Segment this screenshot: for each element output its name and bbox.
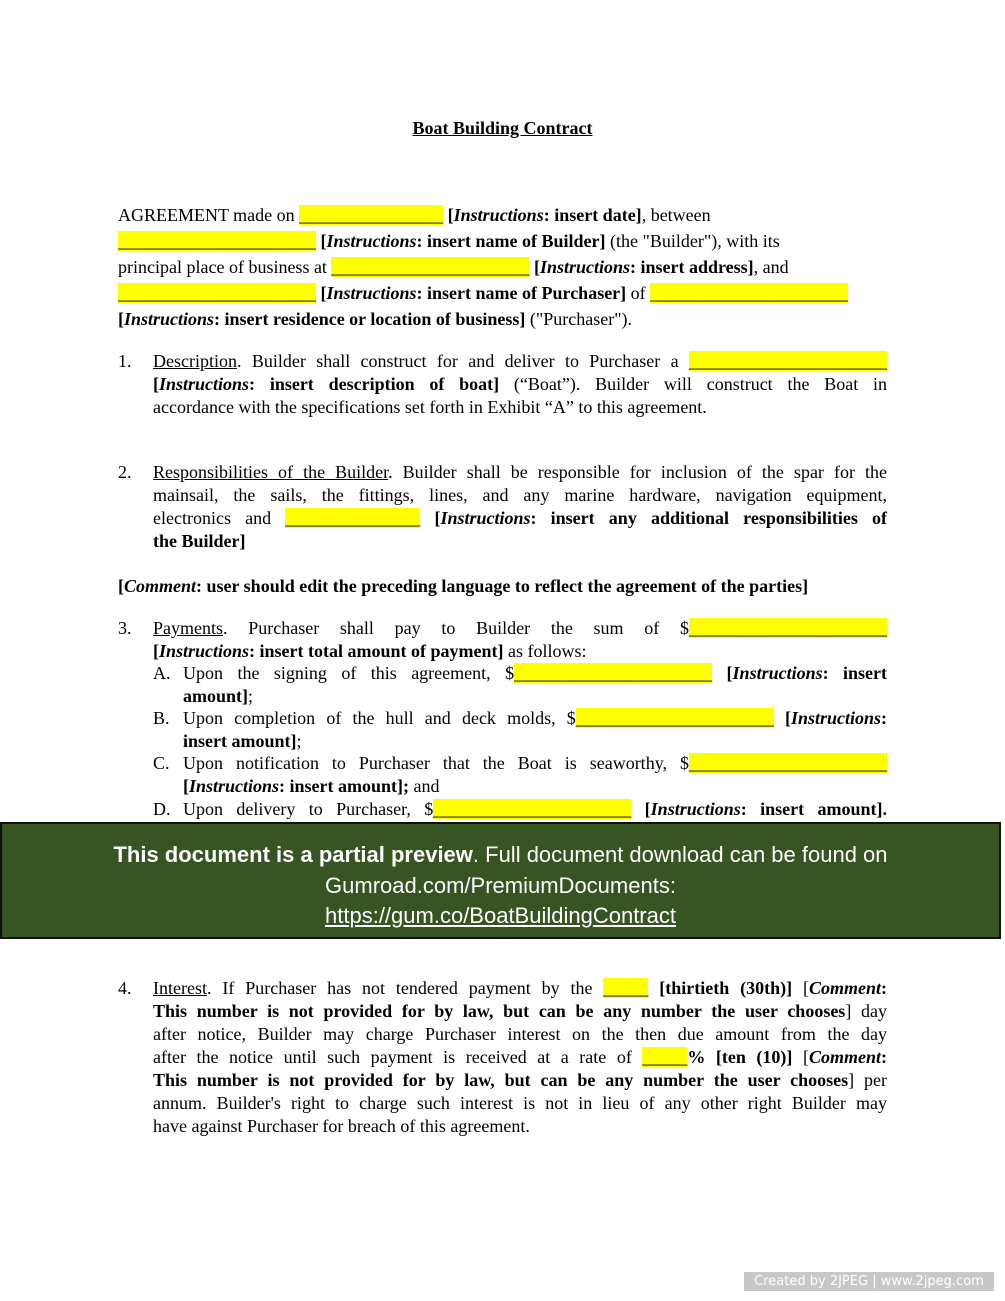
bold-italic-label: Instructions bbox=[159, 374, 250, 394]
bold-italic-label: Instructions bbox=[650, 799, 741, 819]
bold-text: : bbox=[881, 978, 888, 998]
text-line bbox=[118, 306, 848, 332]
item-number: 2. bbox=[118, 462, 132, 482]
item-number: 1. bbox=[118, 351, 132, 371]
text-line bbox=[153, 1092, 887, 1115]
text-line bbox=[153, 350, 887, 373]
bold-text: : insert total amount of payment] bbox=[249, 641, 504, 661]
text-segment bbox=[648, 978, 659, 998]
bold-italic-label: Instructions bbox=[732, 663, 823, 683]
bold-text: This number is not provided for by law, but can be any number the user chooses bbox=[153, 1001, 846, 1021]
text-line bbox=[183, 752, 887, 775]
banner-text: Gumroad.com/PremiumDocuments: bbox=[325, 872, 676, 898]
text-line bbox=[153, 640, 887, 663]
bold-italic-label: Instructions bbox=[539, 257, 630, 277]
bold-italic-label: Comment bbox=[124, 576, 197, 596]
bold-text: [ bbox=[183, 776, 189, 796]
text-segment: [ bbox=[792, 978, 809, 998]
responsibilities-clause bbox=[153, 461, 887, 553]
text-line bbox=[183, 707, 887, 730]
text-line bbox=[183, 685, 887, 708]
description-clause bbox=[153, 350, 887, 419]
text-line bbox=[118, 202, 848, 228]
bold-text: : insert amount]. bbox=[740, 799, 887, 819]
bold-text: [ bbox=[784, 708, 791, 728]
bold-italic-label: Instructions bbox=[453, 205, 544, 225]
bold-text: [ bbox=[320, 283, 327, 303]
text-line bbox=[153, 1023, 887, 1046]
bold-italic-label: Instructions bbox=[790, 708, 881, 728]
sub-item-letter: A. bbox=[153, 663, 171, 683]
bold-text: : insert bbox=[822, 663, 888, 683]
fill-in-blank[interactable]: ______________________ bbox=[118, 283, 316, 303]
bold-italic-label: Instructions bbox=[124, 309, 215, 329]
text-line bbox=[153, 1115, 887, 1138]
bold-text: : bbox=[880, 1047, 887, 1067]
fill-in-blank[interactable]: _______________ bbox=[285, 508, 421, 528]
text-segment: annum. Builder's right to charge such interest is not in lieu of any other right Builder may bbox=[153, 1093, 887, 1113]
bold-text: [ bbox=[118, 309, 124, 329]
fill-in-blank[interactable]: ______________________ bbox=[433, 799, 632, 819]
bold-text: [ bbox=[434, 508, 441, 528]
text-segment: principal place of business at bbox=[118, 257, 332, 277]
sub-item-letter: B. bbox=[153, 708, 170, 728]
text-segment: [ bbox=[792, 1047, 809, 1067]
text-segment: . If Purchaser has not tendered payment by the bbox=[206, 978, 604, 998]
text-segment: of bbox=[626, 283, 651, 303]
text-line bbox=[118, 228, 848, 254]
watermark: Created by 2JPEG | www.2jpeg.com bbox=[744, 1272, 994, 1291]
bold-italic-label: Instructions bbox=[159, 641, 250, 661]
text-line bbox=[153, 1000, 887, 1023]
fill-in-blank[interactable]: ______________________ bbox=[689, 618, 887, 638]
bold-text: insert amount] bbox=[183, 731, 297, 751]
fill-in-blank[interactable]: ______________________ bbox=[514, 663, 713, 683]
text-segment: ("Purchaser"). bbox=[525, 309, 633, 329]
text-segment: Upon delivery to Purchaser, $ bbox=[183, 799, 434, 819]
text-segment: as follows: bbox=[503, 641, 587, 661]
text-segment: (“Boat”). Builder will construct the Boat in bbox=[499, 374, 887, 394]
agreement-intro-paragraph bbox=[118, 202, 848, 332]
document-title: Boat Building Contract bbox=[412, 118, 593, 138]
text-line bbox=[153, 1069, 887, 1092]
text-segment bbox=[712, 663, 726, 683]
bold-text: : insert description of boat] bbox=[249, 374, 500, 394]
fill-in-blank[interactable]: ______________________ bbox=[118, 231, 316, 251]
comment-note bbox=[118, 575, 808, 598]
clause-heading: Interest bbox=[153, 978, 207, 998]
bold-italic-label: Instructions bbox=[189, 776, 280, 796]
text-segment: , between bbox=[641, 205, 711, 225]
fill-in-blank[interactable]: ______________________ bbox=[331, 257, 530, 277]
text-segment: . Purchaser shall pay to Builder the sum of $ bbox=[223, 618, 689, 638]
text-line bbox=[118, 280, 848, 306]
text-segment: Upon completion of the hull and deck molds, $ bbox=[183, 708, 576, 728]
bold-text: [thirtieth (30th)] bbox=[659, 978, 793, 998]
text-segment: have against Purchaser for breach of this agreement. bbox=[153, 1116, 530, 1136]
banner-text: . Full document download can be found on bbox=[472, 842, 888, 867]
download-link[interactable]: https://gum.co/BoatBuildingContract bbox=[325, 903, 676, 928]
text-line bbox=[153, 530, 887, 553]
text-segment: . Builder shall be responsible for inclusion of the spar for the bbox=[388, 462, 887, 482]
fill-in-blank[interactable]: _____ bbox=[603, 978, 649, 998]
bold-text: [ bbox=[118, 576, 124, 596]
text-segment: electronics and bbox=[153, 508, 286, 528]
bold-italic-label: Instructions bbox=[326, 283, 417, 303]
clause-heading: Responsibilities of the Builder bbox=[153, 462, 389, 482]
text-segment: accordance with the specifications set forth in Exhibit “A” to this agreement. bbox=[153, 397, 707, 417]
text-line bbox=[153, 1046, 887, 1069]
bold-text: % [ten (10)] bbox=[687, 1047, 793, 1067]
text-line bbox=[153, 461, 887, 484]
fill-in-blank[interactable]: _____ bbox=[642, 1047, 688, 1067]
text-line bbox=[153, 977, 887, 1000]
bold-italic-label: Comment bbox=[809, 978, 882, 998]
text-line bbox=[183, 775, 887, 798]
text-line bbox=[183, 798, 887, 821]
text-line bbox=[153, 484, 887, 507]
fill-in-blank[interactable]: ______________________ bbox=[689, 753, 887, 773]
bold-text: : insert any additional responsibilities of bbox=[530, 508, 888, 528]
text-segment: ; bbox=[296, 731, 302, 751]
interest-clause bbox=[153, 977, 887, 1138]
text-line bbox=[118, 254, 848, 280]
fill-in-blank[interactable]: ______________________ bbox=[689, 351, 887, 371]
item-number: 4. bbox=[118, 978, 132, 998]
bold-text: : insert address] bbox=[629, 257, 754, 277]
text-segment: (the "Builder"), with its bbox=[605, 231, 780, 251]
bold-text: : insert name of Builder] bbox=[416, 231, 606, 251]
payment-installment-d bbox=[183, 798, 887, 821]
bold-text: : insert amount]; bbox=[279, 776, 410, 796]
payments-clause bbox=[153, 617, 887, 663]
bold-text: [ bbox=[153, 641, 159, 661]
bold-italic-label: Instructions bbox=[326, 231, 417, 251]
bold-text: : insert date] bbox=[543, 205, 642, 225]
bold-text: [ bbox=[726, 663, 733, 683]
text-segment: . Builder shall construct for and deliver to Purchaser a bbox=[236, 351, 689, 371]
text-segment: ] per bbox=[848, 1070, 887, 1090]
text-line bbox=[183, 730, 887, 753]
banner-bold-text: This document is a partial preview bbox=[113, 842, 473, 867]
text-segment: ; bbox=[248, 686, 254, 706]
bold-text: the Builder] bbox=[153, 531, 246, 551]
text-line bbox=[153, 396, 887, 419]
text-segment bbox=[774, 708, 785, 728]
preview-banner bbox=[0, 822, 1001, 939]
payment-installment-b bbox=[183, 707, 887, 753]
payment-installment-a bbox=[183, 662, 887, 708]
sub-item-letter: C. bbox=[153, 753, 170, 773]
text-segment: ] day bbox=[845, 1001, 888, 1021]
text-line bbox=[118, 575, 808, 598]
text-segment: AGREEMENT made on bbox=[118, 205, 300, 225]
fill-in-blank[interactable]: ________________ bbox=[299, 205, 444, 225]
bold-text: This number is not provided for by law, but can be any number the user chooses bbox=[153, 1070, 849, 1090]
text-line bbox=[153, 507, 887, 530]
item-number: 3. bbox=[118, 618, 132, 638]
bold-text: [ bbox=[644, 799, 651, 819]
text-segment: Upon notification to Purchaser that the Boat is seaworthy, $ bbox=[183, 753, 689, 773]
bold-text: : bbox=[881, 708, 887, 728]
payment-installment-c bbox=[183, 752, 887, 798]
text-segment: after the notice until such payment is received at a rate of bbox=[153, 1047, 643, 1067]
bold-text: : insert residence or location of business] bbox=[214, 309, 526, 329]
clause-heading: Payments bbox=[153, 618, 223, 638]
text-segment bbox=[420, 508, 434, 528]
bold-text: [ bbox=[320, 231, 327, 251]
bold-text: : user should edit the preceding language to reflect the agreement of the parties] bbox=[196, 576, 809, 596]
text-segment: after notice, Builder may charge Purchaser interest on the then due amount from the day bbox=[153, 1024, 887, 1044]
bold-italic-label: Instructions bbox=[440, 508, 531, 528]
bold-text: amount] bbox=[183, 686, 249, 706]
bold-text: [ bbox=[153, 374, 159, 394]
bold-text: : insert name of Purchaser] bbox=[416, 283, 627, 303]
text-line bbox=[153, 617, 887, 640]
sub-item-letter: D. bbox=[153, 799, 171, 819]
text-segment: and bbox=[409, 776, 440, 796]
text-line bbox=[183, 662, 887, 685]
bold-italic-label: Comment bbox=[808, 1047, 881, 1067]
clause-heading: Description bbox=[153, 351, 237, 371]
text-line bbox=[153, 373, 887, 396]
fill-in-blank[interactable]: ______________________ bbox=[650, 283, 849, 303]
text-segment bbox=[631, 799, 644, 819]
bold-text: [ bbox=[533, 257, 540, 277]
text-segment: Upon the signing of this agreement, $ bbox=[183, 663, 515, 683]
fill-in-blank[interactable]: ______________________ bbox=[575, 708, 774, 728]
bold-text: [ bbox=[447, 205, 454, 225]
text-segment: mainsail, the sails, the fittings, lines, and any marine hardware, navigation equipment, bbox=[153, 485, 887, 505]
text-segment: , and bbox=[753, 257, 789, 277]
